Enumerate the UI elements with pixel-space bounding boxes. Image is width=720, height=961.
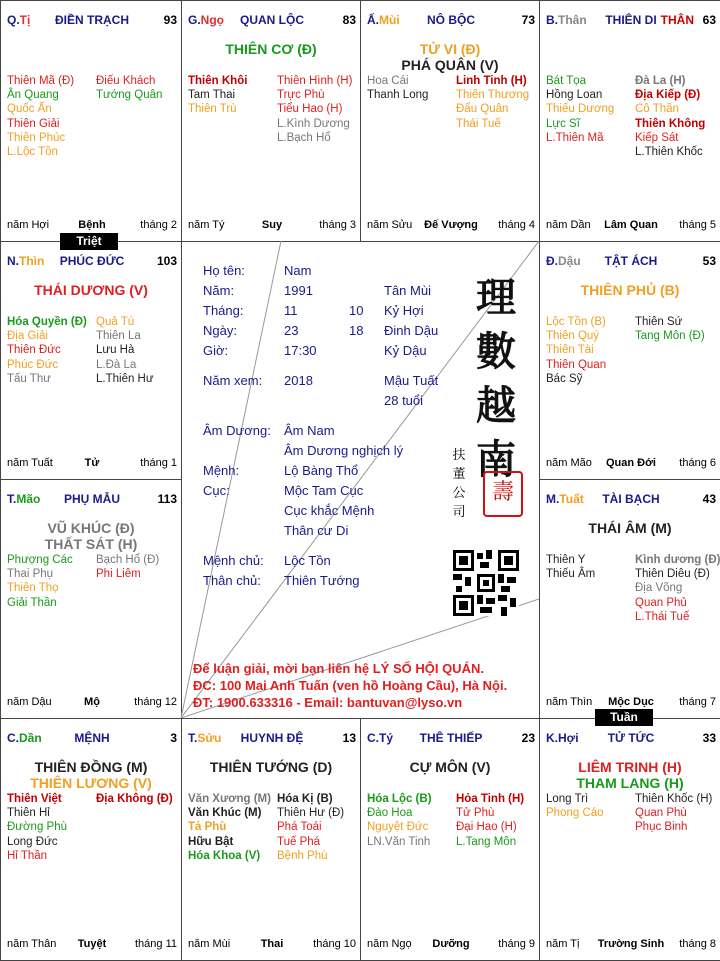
left-star-list bbox=[546, 315, 606, 386]
label-than-chu: Thân chủ: bbox=[203, 573, 261, 588]
minor-star: LN.Văn Tinh bbox=[367, 835, 431, 848]
palace-ngo[interactable] bbox=[181, 0, 361, 242]
minor-star: Tử Phù bbox=[456, 807, 495, 820]
tieu-han-year: năm Sửu bbox=[367, 219, 413, 231]
minor-star: Bát Tọa bbox=[546, 75, 587, 87]
contact-line-1: Để luận giải, mời bạn liên hệ LÝ SỐ HỘI QUÁN. bbox=[193, 661, 484, 676]
minor-star: Bệnh Phù bbox=[277, 849, 328, 862]
palace-dau[interactable] bbox=[539, 241, 720, 480]
minor-star: Địa Kiếp (Đ) bbox=[635, 89, 701, 102]
minor-star: Phong Cáo bbox=[546, 807, 604, 820]
earthly-branch: Tuất bbox=[559, 492, 584, 506]
minor-star: Văn Xương (M) bbox=[188, 793, 271, 805]
value-am-duong-2: Âm Dương nghịch lý bbox=[284, 443, 404, 458]
palace-tuat[interactable] bbox=[539, 479, 720, 719]
label-nam: Năm: bbox=[203, 283, 235, 298]
earthly-branch: Mão bbox=[16, 492, 41, 506]
minor-star: Thiên Thương bbox=[456, 89, 530, 102]
value-tuoi: 28 tuổi bbox=[384, 393, 424, 408]
left-star-list bbox=[188, 74, 247, 117]
palace-name: THIÊN DI bbox=[605, 13, 657, 27]
left-star-list bbox=[188, 792, 271, 863]
label-am-duong: Âm Dương: bbox=[203, 423, 271, 438]
tuan-badge: Tuần bbox=[595, 709, 653, 726]
minor-star: Thiên Khôi bbox=[188, 75, 248, 87]
nguyet-han-month: tháng 7 bbox=[679, 696, 716, 708]
minor-star: Quan Phù bbox=[635, 807, 687, 820]
minor-star: Phượng Các bbox=[7, 554, 73, 566]
earthly-branch: Tị bbox=[19, 13, 31, 27]
right-star-list bbox=[96, 74, 162, 102]
minor-star: Tả Phù bbox=[188, 821, 227, 834]
nguyet-han-month: tháng 9 bbox=[498, 938, 535, 950]
triet-badge: Triệt bbox=[60, 233, 118, 250]
heavenly-stem: M. bbox=[546, 492, 560, 506]
earthly-branch: Ngọ bbox=[200, 13, 224, 27]
minor-star: Thiên Đức bbox=[7, 344, 61, 357]
earthly-branch: Hợi bbox=[558, 731, 579, 745]
palace-footer bbox=[7, 457, 177, 471]
minor-star: L.Thiên Hư bbox=[96, 372, 154, 385]
nguyet-han-month: tháng 1 bbox=[140, 457, 177, 469]
minor-star: Nguyệt Đức bbox=[367, 821, 429, 834]
nguyet-han-month: tháng 10 bbox=[313, 938, 356, 950]
palace-than[interactable] bbox=[539, 0, 720, 242]
palace-name: PHỤ MẪU bbox=[64, 492, 120, 506]
dai-han-number: 23 bbox=[521, 731, 535, 745]
main-star: THIÊN LƯƠNG (V) bbox=[30, 775, 152, 791]
truong-sinh-stage: Mộ bbox=[84, 696, 100, 708]
minor-star: Thiên Việt bbox=[7, 793, 62, 805]
value-than-chu: Thiên Tướng bbox=[284, 573, 360, 588]
palace-header bbox=[188, 731, 356, 747]
palace-footer bbox=[546, 938, 716, 952]
nguyet-han-month: tháng 3 bbox=[319, 219, 356, 231]
label-ho-ten: Họ tên: bbox=[203, 263, 245, 278]
earthly-branch: Tý bbox=[379, 731, 394, 745]
right-star-list bbox=[635, 74, 705, 159]
label-gio: Giờ: bbox=[203, 343, 229, 358]
main-star: THIÊN CƠ (Đ) bbox=[225, 41, 317, 57]
palace-footer bbox=[546, 696, 716, 710]
left-star-list bbox=[7, 792, 67, 863]
tieu-han-year: năm Tị bbox=[546, 938, 580, 950]
minor-star: Quan Phủ bbox=[635, 596, 687, 609]
minor-star: Lộc Tồn (B) bbox=[546, 316, 606, 328]
label-menh: Mệnh: bbox=[203, 463, 240, 478]
minor-star: Long Đức bbox=[7, 835, 58, 848]
value-nam-xem-can: Mậu Tuất bbox=[384, 373, 439, 388]
minor-star: Tấu Thư bbox=[7, 372, 51, 385]
palace-header bbox=[546, 254, 716, 270]
minor-star: Thiên Diêu (Đ) bbox=[635, 568, 710, 581]
earthly-branch: Dậu bbox=[558, 254, 581, 268]
heavenly-stem: C. bbox=[367, 731, 379, 745]
tieu-han-year: năm Mão bbox=[546, 457, 592, 469]
minor-star: Đẩu Quân bbox=[456, 103, 509, 116]
minor-star: Thiên Phúc bbox=[7, 131, 66, 144]
palace-thin[interactable] bbox=[0, 241, 182, 480]
minor-star: Phúc Đức bbox=[7, 358, 59, 371]
right-star-list bbox=[635, 315, 705, 343]
label-ngay: Ngày: bbox=[203, 323, 237, 338]
palace-hoi[interactable] bbox=[539, 718, 720, 961]
heavenly-stem: Q. bbox=[7, 13, 20, 27]
heavenly-stem: C. bbox=[7, 731, 19, 745]
palace-name: NÔ BỘC bbox=[427, 13, 475, 27]
tieu-han-year: năm Dần bbox=[546, 219, 591, 231]
minor-star: Thiên Y bbox=[546, 554, 586, 566]
palace-header bbox=[7, 13, 177, 29]
dai-han-number: 53 bbox=[702, 254, 716, 268]
value-cuc: Mộc Tam Cục bbox=[284, 483, 364, 498]
minor-star: Tam Thai bbox=[188, 89, 236, 102]
minor-star: Thanh Long bbox=[367, 89, 429, 102]
tieu-han-year: năm Tý bbox=[188, 219, 225, 231]
minor-star: L.Thiên Mã bbox=[546, 131, 604, 144]
palace-name: TÀI BẠCH bbox=[602, 492, 660, 506]
left-star-list bbox=[546, 553, 595, 581]
palace-footer bbox=[367, 938, 535, 952]
value-cuc-2: Cục khắc Mệnh bbox=[284, 503, 375, 518]
minor-star: Thai Phụ bbox=[7, 568, 54, 581]
value-am-duong: Âm Nam bbox=[284, 423, 335, 438]
minor-star: Giải Thần bbox=[7, 596, 57, 609]
tieu-han-year: năm Dậu bbox=[7, 696, 52, 708]
palace-header bbox=[7, 492, 177, 508]
dai-han-number: 13 bbox=[342, 731, 356, 745]
minor-star: Địa Giải bbox=[7, 330, 48, 343]
minor-star: Hóa Khoa (V) bbox=[188, 849, 261, 862]
minor-star: Thiên Hư (Đ) bbox=[277, 807, 345, 820]
contact-phone-email: ĐT: 1900.633316 - Email: bantuvan@lyso.vn bbox=[193, 695, 463, 710]
minor-star: Hóa Lộc (B) bbox=[367, 793, 432, 805]
value-menh: Lộ Bàng Thổ bbox=[284, 463, 359, 478]
tieu-han-year: năm Tuất bbox=[7, 457, 53, 469]
minor-star: Thiên Thọ bbox=[7, 582, 59, 595]
palace-footer bbox=[546, 219, 716, 233]
nguyet-han-month: tháng 2 bbox=[140, 219, 177, 231]
minor-star: Quả Tú bbox=[96, 316, 135, 328]
truong-sinh-stage: Trường Sinh bbox=[597, 938, 665, 950]
earthly-branch: Thân bbox=[558, 13, 587, 27]
minor-star: Thiên Sứ bbox=[635, 316, 683, 328]
right-star-list bbox=[635, 792, 712, 835]
minor-star: L.Kình Dương bbox=[277, 117, 350, 130]
main-star: THIÊN TƯỚNG (D) bbox=[209, 759, 333, 775]
logo-subtitle: 扶 董 公 司 bbox=[452, 448, 466, 520]
tieu-han-year: năm Hợi bbox=[7, 219, 50, 231]
minor-star: L.Tang Môn bbox=[456, 835, 517, 848]
value-gio: 17:30 bbox=[284, 343, 317, 358]
left-star-list bbox=[7, 315, 87, 386]
palace-mao[interactable] bbox=[0, 479, 182, 719]
minor-star: Tuế Phá bbox=[277, 835, 321, 848]
palace-ti[interactable] bbox=[0, 0, 182, 242]
minor-star: Kình dương (Đ) bbox=[635, 554, 720, 566]
minor-star: Thiên Hỉ bbox=[7, 807, 50, 820]
minor-star: Hoa Cái bbox=[367, 75, 409, 87]
red-seal-stamp: 壽 bbox=[483, 471, 523, 517]
earthly-branch: Thìn bbox=[19, 254, 45, 268]
minor-star: Tiểu Hao (H) bbox=[277, 103, 343, 116]
palace-footer bbox=[546, 457, 716, 471]
heavenly-stem: K. bbox=[546, 731, 558, 745]
right-star-list bbox=[277, 74, 352, 145]
main-star: THÁI ÂM (M) bbox=[588, 520, 672, 536]
value-thang-can: Kỷ Hợi bbox=[384, 303, 424, 318]
palace-header bbox=[546, 731, 716, 747]
minor-star: Lực Sĩ bbox=[546, 117, 580, 130]
minor-star: Thiên Trù bbox=[188, 103, 237, 116]
minor-star: Bạch Hổ (Đ) bbox=[96, 554, 160, 566]
tieu-han-year: năm Thân bbox=[7, 938, 57, 950]
minor-star: Thiếu Dương bbox=[546, 103, 615, 116]
right-star-list bbox=[635, 553, 720, 624]
value-thang-am: 10 bbox=[349, 303, 364, 318]
minor-star: Quốc Ấn bbox=[7, 103, 52, 116]
nguyet-han-month: tháng 11 bbox=[134, 938, 177, 950]
minor-star: Hồng Loan bbox=[546, 89, 603, 102]
heavenly-stem: N. bbox=[7, 254, 19, 268]
minor-star: Đào Hoa bbox=[367, 807, 413, 820]
dai-han-number: 73 bbox=[521, 13, 535, 27]
minor-star: Hỉ Thần bbox=[7, 849, 48, 862]
heavenly-stem: T. bbox=[7, 492, 17, 506]
dai-han-number: 33 bbox=[702, 731, 716, 745]
truong-sinh-stage: Đế Vượng bbox=[424, 219, 478, 231]
main-star: PHÁ QUÂN (V) bbox=[401, 57, 499, 73]
right-star-list bbox=[96, 315, 154, 386]
earthly-branch: Mùi bbox=[379, 13, 400, 27]
palace-name: PHÚC ĐỨC bbox=[59, 254, 125, 268]
right-star-list bbox=[277, 792, 344, 863]
value-cuc-3: Thân cư Di bbox=[284, 523, 349, 538]
truong-sinh-stage: Suy bbox=[261, 219, 283, 231]
value-nam-xem: 2018 bbox=[284, 373, 313, 388]
minor-star: Hóa Kị (B) bbox=[277, 793, 333, 805]
palace-suu[interactable] bbox=[181, 718, 361, 961]
main-star: THAM LANG (H) bbox=[576, 775, 684, 791]
tieu-han-year: năm Thìn bbox=[546, 696, 593, 708]
main-star: THẤT SÁT (H) bbox=[44, 536, 138, 552]
dai-han-number: 113 bbox=[157, 492, 177, 506]
right-star-list bbox=[96, 553, 159, 581]
left-star-list bbox=[7, 74, 74, 159]
main-star: LIÊM TRINH (H) bbox=[578, 759, 682, 775]
dai-han-number: 43 bbox=[702, 492, 716, 506]
truong-sinh-stage: Thai bbox=[260, 938, 284, 950]
minor-star: Tướng Quân bbox=[96, 89, 163, 102]
minor-star: Thái Tuế bbox=[456, 117, 501, 130]
minor-star: Cô Thần bbox=[635, 103, 679, 116]
main-star: THIÊN PHỦ (B) bbox=[580, 282, 680, 298]
tieu-han-year: năm Ngọ bbox=[367, 938, 412, 950]
minor-star: Thiên La bbox=[96, 330, 141, 343]
contact-address: ĐC: 100 Mai Anh Tuấn (ven hồ Hoàng Cầu), Hà Nội. bbox=[193, 678, 508, 693]
minor-star: Thiên Khốc (H) bbox=[635, 793, 713, 805]
truong-sinh-stage: Quan Đới bbox=[606, 457, 656, 469]
minor-star: Phi Liêm bbox=[96, 568, 141, 581]
palace-name: TỬ TỨC bbox=[607, 731, 655, 745]
left-star-list bbox=[367, 74, 428, 102]
heavenly-stem: B. bbox=[546, 13, 558, 27]
minor-star: Bác Sỹ bbox=[546, 372, 583, 385]
minor-star: L.Thái Tuế bbox=[635, 610, 690, 623]
value-nam-can: Tân Mùi bbox=[384, 283, 431, 298]
palace-header bbox=[188, 13, 356, 29]
heavenly-stem: Đ. bbox=[546, 254, 558, 268]
minor-star: Đà La (H) bbox=[635, 75, 686, 87]
minor-star: Địa Không (Đ) bbox=[96, 793, 173, 805]
label-thang: Tháng: bbox=[203, 303, 244, 318]
palace-name: TẬT ÁCH bbox=[604, 254, 658, 268]
dai-han-number: 83 bbox=[342, 13, 356, 27]
palace-header bbox=[546, 13, 716, 29]
minor-star: Linh Tinh (H) bbox=[456, 75, 527, 87]
minor-star: Thiên Tài bbox=[546, 344, 594, 357]
minor-star: L.Thiên Khốc bbox=[635, 146, 703, 159]
palace-name: THÊ THIẾP bbox=[419, 731, 483, 745]
heavenly-stem: T. bbox=[188, 731, 198, 745]
palace-footer bbox=[367, 219, 535, 233]
main-star: THIÊN ĐỒNG (M) bbox=[34, 759, 148, 775]
minor-star: Địa Võng bbox=[635, 582, 683, 595]
palace-header bbox=[7, 254, 177, 270]
dai-han-number: 93 bbox=[163, 13, 177, 27]
truong-sinh-stage: Tuyệt bbox=[77, 938, 107, 950]
palace-mui[interactable] bbox=[360, 0, 540, 242]
value-gio-can: Kỷ Dậu bbox=[384, 343, 427, 358]
label-menh-chu: Mệnh chủ: bbox=[203, 553, 264, 568]
minor-star: Kiếp Sát bbox=[635, 131, 679, 144]
truong-sinh-stage: Lâm Quan bbox=[604, 219, 658, 231]
minor-star: L.Lộc Tồn bbox=[7, 146, 58, 159]
tieu-han-year: năm Mùi bbox=[188, 938, 231, 950]
heavenly-stem: G. bbox=[188, 13, 201, 27]
main-star: VŨ KHÚC (Đ) bbox=[47, 520, 135, 536]
palace-footer bbox=[188, 219, 356, 233]
nguyet-han-month: tháng 8 bbox=[679, 938, 716, 950]
truong-sinh-stage: Bệnh bbox=[78, 219, 106, 231]
minor-star: Hỏa Tinh (H) bbox=[456, 793, 525, 805]
right-star-list bbox=[96, 792, 173, 806]
minor-star: Văn Khúc (M) bbox=[188, 807, 262, 820]
main-star: TỬ VI (Đ) bbox=[419, 41, 481, 57]
minor-star: Thiên Không bbox=[635, 117, 706, 130]
left-star-list bbox=[546, 792, 604, 820]
palace-footer bbox=[7, 938, 177, 952]
nguyet-han-month: tháng 5 bbox=[679, 219, 716, 231]
left-star-list bbox=[367, 792, 432, 849]
dai-han-number: 63 bbox=[702, 13, 716, 27]
right-star-list bbox=[456, 792, 524, 849]
minor-star: Thiên Quan bbox=[546, 358, 607, 371]
value-ho-ten: Nam bbox=[284, 263, 312, 278]
value-ngay-can: Đinh Dậu bbox=[384, 323, 439, 338]
minor-star: Thiếu Âm bbox=[546, 568, 596, 581]
right-star-list bbox=[456, 74, 529, 131]
minor-star: Tang Môn (Đ) bbox=[635, 330, 705, 343]
nguyet-han-month: tháng 12 bbox=[134, 696, 177, 708]
palace-footer bbox=[7, 696, 177, 710]
minor-star: Điếu Khách bbox=[96, 75, 156, 87]
earthly-branch: Sửu bbox=[197, 731, 222, 745]
truong-sinh-stage: Dưỡng bbox=[432, 938, 470, 950]
palace-header bbox=[546, 492, 716, 508]
minor-star: Hóa Quyền (Đ) bbox=[7, 316, 87, 328]
minor-star: Long Trì bbox=[546, 793, 589, 805]
palace-header bbox=[367, 13, 535, 29]
minor-star: Lưu Hà bbox=[96, 344, 135, 357]
palace-ty[interactable] bbox=[360, 718, 540, 961]
left-star-list bbox=[7, 553, 73, 610]
minor-star: Phục Binh bbox=[635, 821, 688, 834]
minor-star: L.Bạch Hổ bbox=[277, 131, 331, 144]
minor-star: L.Đà La bbox=[96, 358, 137, 371]
value-ngay-am: 18 bbox=[349, 323, 364, 338]
palace-header bbox=[7, 731, 177, 747]
value-nam: 1991 bbox=[284, 283, 313, 298]
earthly-branch: Dần bbox=[19, 731, 42, 745]
minor-star: Trực Phù bbox=[277, 89, 325, 102]
value-thang-duong: 11 bbox=[284, 303, 298, 318]
chart-center-info bbox=[181, 241, 539, 718]
left-star-list bbox=[546, 74, 614, 145]
palace-name: HUYNH ĐỆ bbox=[240, 731, 304, 745]
main-star: CỰ MÔN (V) bbox=[409, 759, 491, 775]
truong-sinh-stage: Tử bbox=[84, 457, 100, 469]
minor-star: Đại Hao (H) bbox=[456, 821, 517, 834]
dai-han-number: 103 bbox=[156, 254, 177, 268]
minor-star: Thiên Mã (Đ) bbox=[7, 75, 75, 87]
minor-star: Ân Quang bbox=[7, 89, 59, 102]
palace-name: ĐIỀN TRẠCH bbox=[55, 13, 129, 27]
main-star: THÁI DƯƠNG (V) bbox=[34, 282, 148, 298]
nguyet-han-month: tháng 6 bbox=[679, 457, 716, 469]
truong-sinh-stage: Mộc Dục bbox=[608, 696, 654, 708]
minor-star: Thiên Giải bbox=[7, 117, 60, 130]
minor-star: Phá Toái bbox=[277, 821, 322, 834]
dai-han-number: 3 bbox=[170, 731, 177, 745]
label-cuc: Cục: bbox=[203, 483, 230, 498]
minor-star: Thiên Hình (H) bbox=[277, 75, 353, 87]
than-marker: THÂN bbox=[660, 13, 694, 27]
palace-footer bbox=[7, 219, 177, 233]
calligraphy-logo: 理 數 越 南 bbox=[476, 274, 516, 483]
palace-name: MỆNH bbox=[74, 731, 110, 745]
heavenly-stem: Ấ. bbox=[367, 13, 379, 27]
minor-star: Hữu Bật bbox=[188, 835, 234, 848]
palace-footer bbox=[188, 938, 356, 952]
palace-name: QUAN LỘC bbox=[240, 13, 304, 27]
palace-dan[interactable] bbox=[0, 718, 182, 961]
nguyet-han-month: tháng 4 bbox=[498, 219, 535, 231]
palace-header bbox=[367, 731, 535, 747]
label-nam-xem: Năm xem: bbox=[203, 373, 263, 388]
value-menh-chu: Lộc Tồn bbox=[284, 553, 331, 568]
minor-star: Thiên Quý bbox=[546, 330, 600, 343]
value-ngay-duong: 23 bbox=[284, 323, 299, 338]
minor-star: Đường Phù bbox=[7, 821, 67, 834]
qr-code-icon[interactable] bbox=[453, 550, 519, 616]
